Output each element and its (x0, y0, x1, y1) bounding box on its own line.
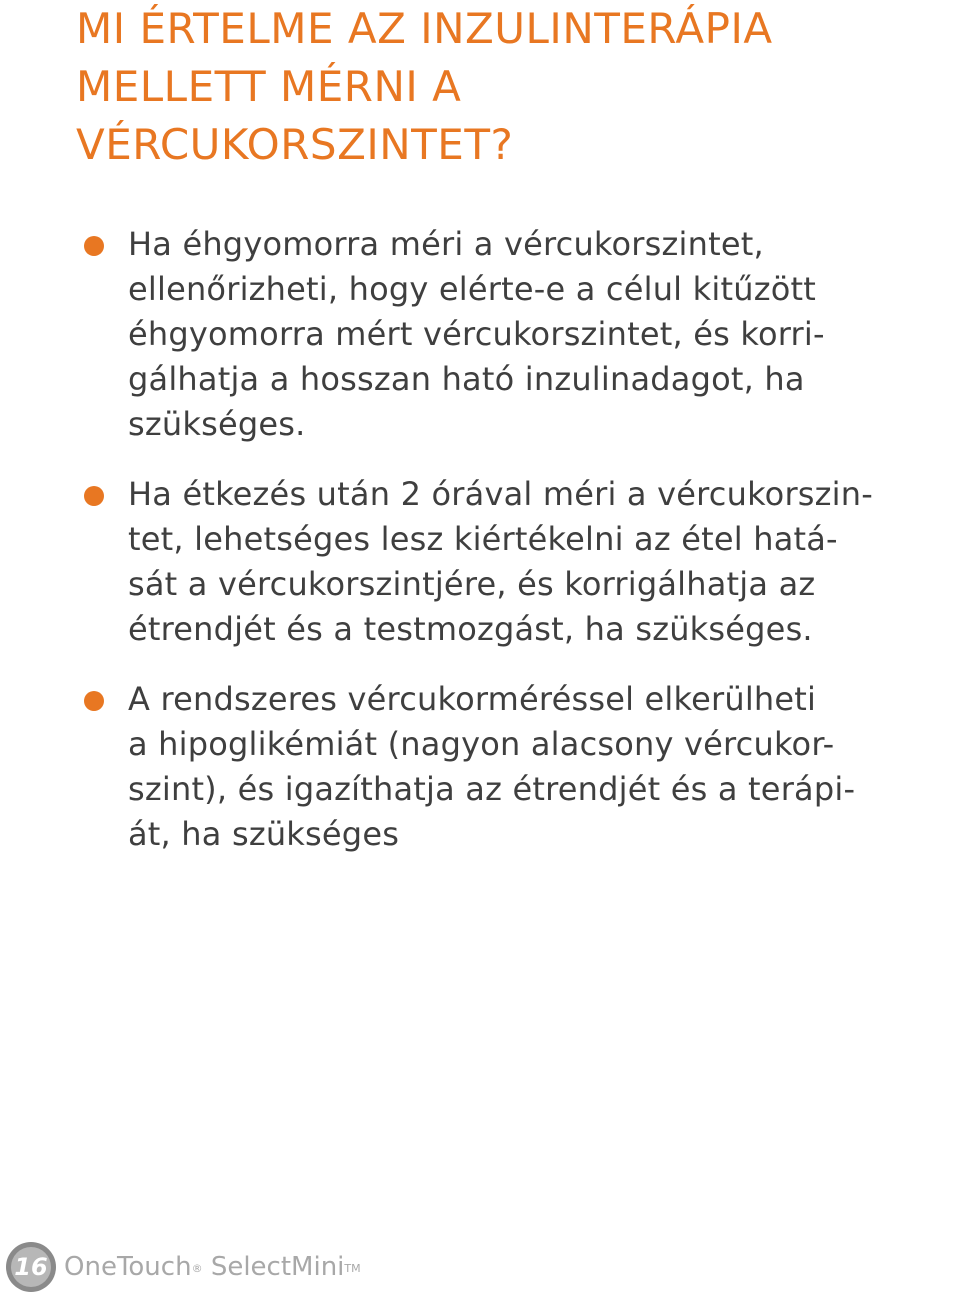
title-line: VÉRCUKORSZINTET? (76, 120, 514, 169)
text-line: át, ha szükséges (128, 815, 400, 853)
text-line: éhgyomorra mért vércukorszintet, és korri- (128, 315, 825, 353)
text-line: gálhatja a hosszan ható inzulinadagot, ha (128, 360, 805, 398)
text-line: A rendszeres vércukorméréssel elkerülheti (128, 680, 817, 718)
text-line: sát a vércukorszintjére, és korrigálhatja az (128, 565, 816, 603)
text-line: ellenőrizheti, hogy elérte-e a célul kitűzött (128, 270, 816, 308)
list-item (0, 677, 960, 857)
bullet-list (0, 222, 960, 882)
page-number-badge (6, 1242, 56, 1292)
text-line: Ha étkezés után 2 órával méri a vércukorszin- (128, 475, 873, 513)
trademark-mark: TM (344, 1262, 361, 1275)
text-line: a hipoglikémiát (nagyon alacsony vércukor- (128, 725, 835, 763)
bullet-dot-icon (84, 486, 104, 506)
list-item-text (128, 222, 960, 447)
registered-mark: ® (191, 1262, 203, 1275)
page-title (76, 0, 936, 174)
text-line: szükséges. (128, 405, 306, 443)
brand-name: OneTouch (64, 1252, 192, 1282)
bullet-dot-icon (84, 236, 104, 256)
list-item (0, 472, 960, 652)
list-item (0, 222, 960, 447)
list-item-text (128, 677, 960, 857)
page-number: 16 (14, 1253, 48, 1281)
text-line: tet, lehetséges lesz kiértékelni az étel hatá- (128, 520, 838, 558)
title-line: MELLETT MÉRNI A (76, 62, 462, 111)
title-line: MI ÉRTELME AZ INZULINTERÁPIA (76, 4, 773, 53)
brand-logo (64, 1250, 361, 1284)
bullet-dot-icon (84, 691, 104, 711)
text-line: Ha éhgyomorra méri a vércukorszintet, (128, 225, 764, 263)
page-footer (6, 1242, 506, 1292)
list-item-text (128, 472, 960, 652)
text-line: étrendjét és a testmozgást, ha szükséges. (128, 610, 813, 648)
text-line: szint), és igazíthatja az étrendjét és a terápi- (128, 770, 856, 808)
product-name: SelectMini (210, 1252, 345, 1282)
